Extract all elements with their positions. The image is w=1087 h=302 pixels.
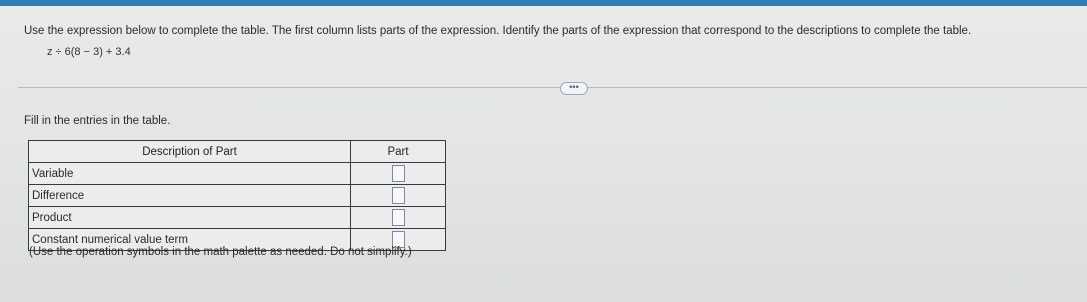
row-description-constant: Constant numerical value term xyxy=(29,229,351,251)
row-description-variable: Variable xyxy=(29,163,351,185)
palette-hint: (Use the operation symbols in the math palette as needed. Do not simplify.) xyxy=(29,246,412,258)
table-row xyxy=(29,185,446,207)
table-prompt: Fill in the entries in the table. xyxy=(24,115,171,127)
table-row xyxy=(29,163,446,185)
answer-input-product[interactable] xyxy=(392,209,405,226)
answer-input-difference[interactable] xyxy=(392,187,405,204)
answer-cell xyxy=(351,207,446,229)
header-part: Part xyxy=(351,141,446,163)
parts-table xyxy=(28,140,446,251)
answer-cell xyxy=(351,185,446,207)
row-description-product: Product xyxy=(29,207,351,229)
top-accent-bar xyxy=(0,0,1087,6)
table-row xyxy=(29,207,446,229)
row-description-difference: Difference xyxy=(29,185,351,207)
more-options-button[interactable]: ••• xyxy=(560,82,588,95)
section-divider xyxy=(18,87,1087,88)
table-header-row xyxy=(29,141,446,163)
answer-cell xyxy=(351,163,446,185)
answer-input-variable[interactable] xyxy=(392,165,405,182)
header-description: Description of Part xyxy=(29,141,351,163)
question-instructions: Use the expression below to complete the table. The first column lists parts of the expression. Identify the parts of the expression that correspond to the descriptions to complete the table. xyxy=(24,25,972,37)
math-expression: z ÷ 6(8 − 3) + 3.4 xyxy=(47,46,131,58)
